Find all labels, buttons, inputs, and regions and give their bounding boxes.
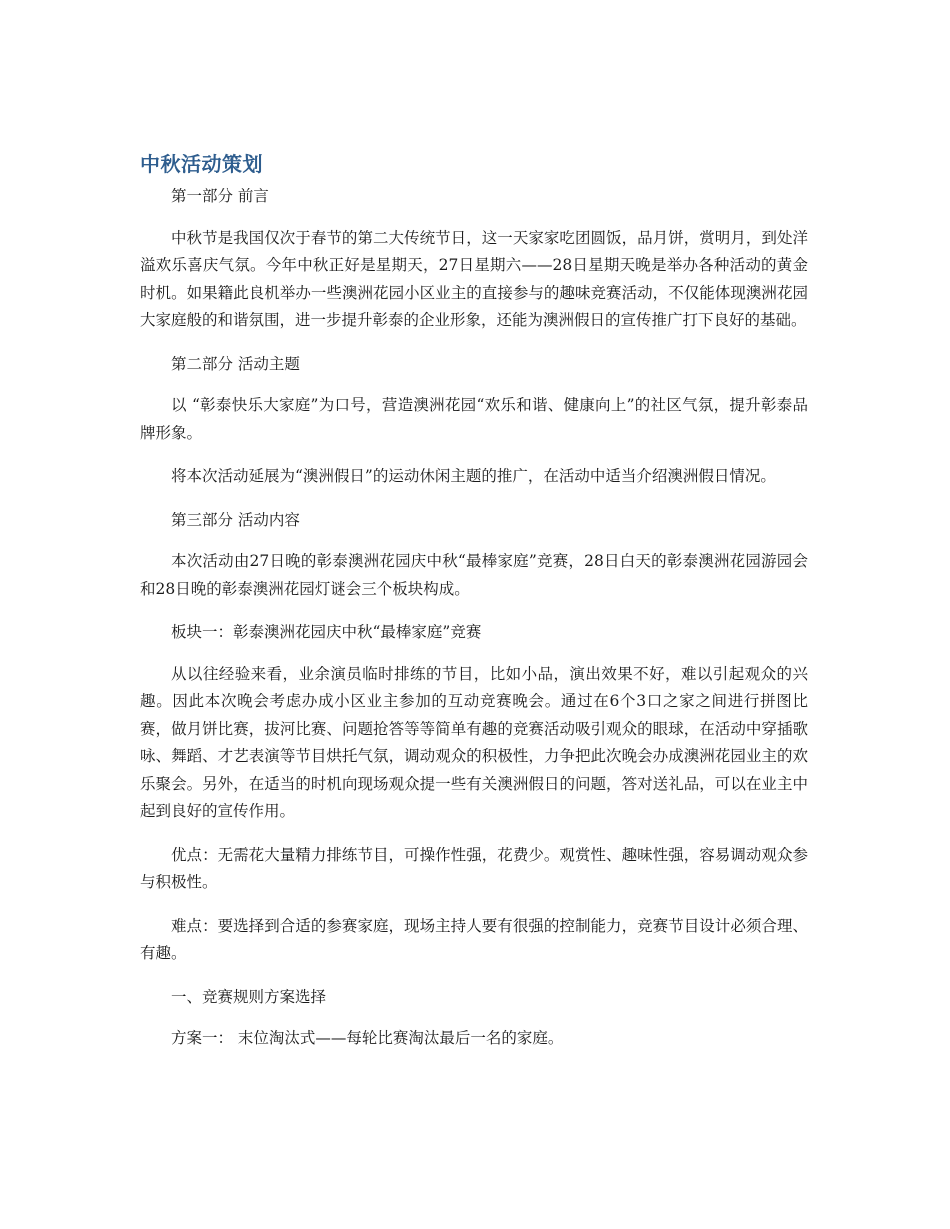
paragraph-block-one-detail: 从以往经验来看，业余演员临时排练的节目，比如小品，演出效果不好，难以引起观众的兴趣。因此本次晚会考虑办成小区业主参加的互动竞赛晚会。通过在6个3口之家之间进行拼图比赛，做月饼比赛，拔河比赛、问题抢答等等简单有趣的竞赛活动吸引观众的眼球，在活动中穿插歌咏、舞蹈、才艺表演等节目烘托气氛，调动观众的积极性，力争把此次晚会办成澳洲花园业主的欢乐聚会。另外，在适当的时机向现场观众提一些有关澳洲假日的问题，答对送礼品，可以在业主中起到良好的宣传作用。 [140, 664, 808, 820]
subheading-block-one: 板块一：彰泰澳洲花园庆中秋“最棒家庭”竞赛 [171, 623, 482, 641]
subheading-rules: 一、竞赛规则方案选择 [171, 987, 327, 1006]
paragraph-plan-one: 方案一： 末位淘汰式——每轮比赛淘汰最后一名的家庭。 [171, 1029, 564, 1047]
paragraph-difficulties: 难点：要选择到合适的参赛家庭，现场主持人要有很强的控制能力，竞赛节目设计必须合理、有趣。 [140, 916, 808, 962]
paragraph-content-overview: 本次活动由27日晚的彰泰澳洲花园庆中秋“最棒家庭”竞赛，28日白天的彰泰澳洲花园游园会和28日晚的彰泰澳洲花园灯谜会三个板块构成。 [140, 552, 808, 598]
document-title: 中秋活动策划 [140, 152, 263, 176]
paragraph-preface: 中秋节是我国仅次于春节的第二大传统节日，这一天家家吃团圆饭，品月饼，赏明月，到处洋溢欢乐喜庆气氛。今年中秋正好是星期天，27日星期六——28日星期天晚是举办各种活动的黄金时机。如果籍此良机举办一些澳洲花园小区业主的直接参与的趣味竞赛活动，不仅能体现澳洲花园大家庭般的和谐氛围，进一步提升彰泰的企业形象，还能为澳洲假日的宣传推广打下良好的基础。 [140, 228, 808, 329]
paragraph-advantages: 优点：无需花大量精力排练节目，可操作性强，花费少。观赏性、趣味性强，容易调动观众参与积极性。 [140, 845, 808, 891]
document-body [140, 183, 808, 1069]
section-heading-content: 第三部分 活动内容 [171, 510, 300, 529]
paragraph-theme-slogan: 以 “彰泰快乐大家庭”为口号，营造澳洲花园“欢乐和谐、健康向上”的社区气氛，提升彰泰品牌形象。 [140, 396, 808, 442]
section-heading-preface: 第一部分 前言 [171, 187, 269, 205]
section-heading-theme: 第二部分 活动主题 [171, 354, 300, 373]
paragraph-theme-extension: 将本次活动延展为“澳洲假日”的运动休闲主题的推广，在活动中适当介绍澳洲假日情况。 [171, 467, 776, 485]
